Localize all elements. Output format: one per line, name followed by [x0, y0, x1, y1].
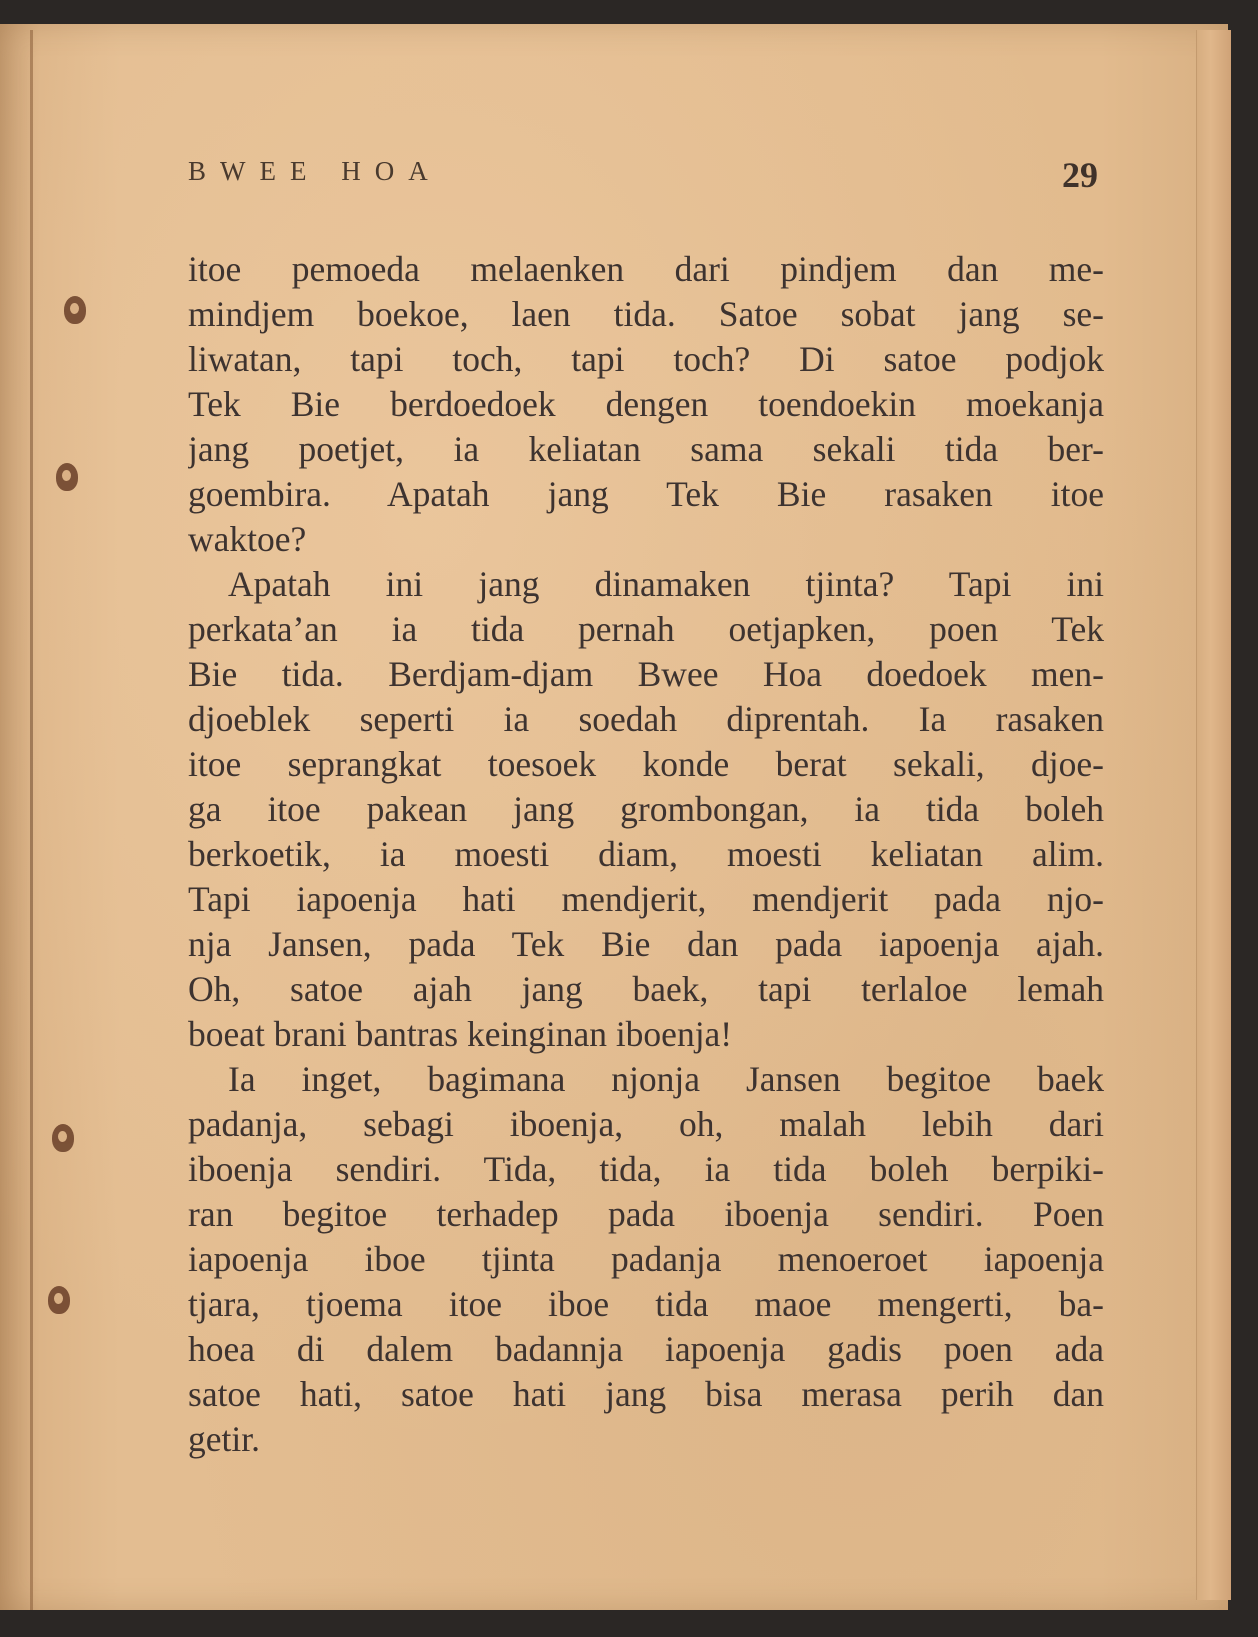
text-line: iboenja sendiri. Tida, tida, ia tida boleh berpiki-	[188, 1149, 1104, 1189]
text-line: getir.	[188, 1419, 260, 1459]
binding-hole	[64, 296, 86, 324]
text-line: hoea di dalem badannja iapoenja gadis poen ada	[188, 1329, 1104, 1369]
gutter-line	[30, 30, 33, 1610]
binding-hole	[52, 1124, 74, 1152]
binding-hole	[48, 1286, 70, 1314]
text-line: tjara, tjoema itoe iboe tida maoe mengerti, ba-	[188, 1284, 1104, 1324]
body-text	[188, 247, 1104, 1462]
text-line: ga itoe pakean jang grombongan, ia tida boleh	[188, 789, 1104, 829]
text-line: Apatah ini jang dinamaken tjinta? Tapi ini	[228, 564, 1104, 604]
text-line: mindjem boekoe, laen tida. Satoe sobat jang se-	[188, 294, 1104, 334]
binding-hole	[56, 463, 78, 491]
text-line: Tapi iapoenja hati mendjerit, mendjerit pada njo-	[188, 879, 1104, 919]
text-line: iapoenja iboe tjinta padanja menoeroet iapoenja	[188, 1239, 1104, 1279]
text-line: Oh, satoe ajah jang baek, tapi terlaloe lemah	[188, 969, 1104, 1009]
text-line: itoe pemoeda melaenken dari pindjem dan me-	[188, 249, 1104, 289]
text-line: itoe seprangkat toesoek konde berat sekali, djoe-	[188, 744, 1104, 784]
text-line: Bie tida. Berdjam-djam Bwee Hoa doedoek men-	[188, 654, 1104, 694]
text-line: djoeblek seperti ia soedah diprentah. Ia rasaken	[188, 699, 1104, 739]
page-edge	[1196, 30, 1231, 1600]
text-line: boeat brani bantras keinginan iboenja!	[188, 1014, 733, 1054]
text-line: berkoetik, ia moesti diam, moesti keliatan alim.	[188, 834, 1104, 874]
text-line: padanja, sebagi iboenja, oh, malah lebih dari	[188, 1104, 1104, 1144]
text-line: ran begitoe terhadep pada iboenja sendiri. Poen	[188, 1194, 1104, 1234]
text-line: satoe hati, satoe hati jang bisa merasa perih dan	[188, 1374, 1104, 1414]
text-line: nja Jansen, pada Tek Bie dan pada iapoenja ajah.	[188, 924, 1104, 964]
text-line: perkata’an ia tida pernah oetjapken, poen Tek	[188, 609, 1104, 649]
page-number: 29	[1062, 155, 1098, 195]
text-line: Tek Bie berdoedoek dengen toendoekin moekanja	[188, 384, 1104, 424]
text-line: liwatan, tapi toch, tapi toch? Di satoe podjok	[188, 339, 1104, 379]
text-line: goembira. Apatah jang Tek Bie rasaken itoe	[188, 474, 1104, 514]
text-line: jang poetjet, ia keliatan sama sekali tida ber-	[188, 429, 1104, 469]
text-line: Ia inget, bagimana njonja Jansen begitoe baek	[228, 1059, 1104, 1099]
text-line: waktoe?	[188, 519, 307, 559]
running-head: BWEE HOA	[188, 156, 442, 186]
